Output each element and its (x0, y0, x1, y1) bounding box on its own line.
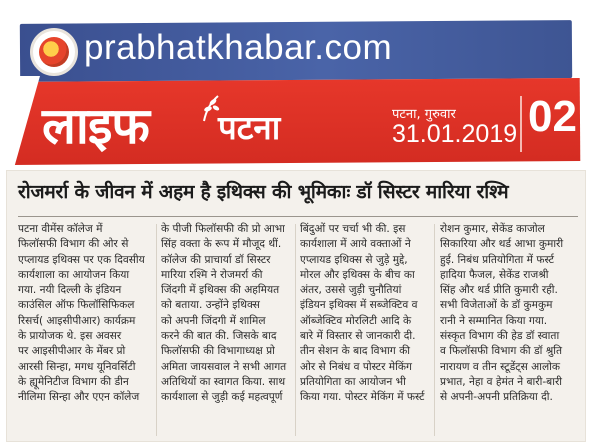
column-divider (156, 224, 157, 436)
text-line: अंतर, उससे जुड़ी चुनौतियां (300, 284, 402, 297)
text-line: के प्रायोजक थे. इस अवसर (18, 330, 122, 343)
text-line: से अपनी-अपनी प्रतिक्रिया दी. (440, 391, 553, 404)
text-line: आरसी सिन्हा, मगध यूनिवर्सिटी (18, 360, 136, 373)
text-line: कॉलेज की प्राचार्या डॉ सिस्टर (161, 253, 271, 266)
text-line: एप्लायड इथिक्स पर एक दिवसीय (18, 253, 145, 266)
text-line: बिंदुओं पर चर्चा भी की. इस (300, 223, 406, 235)
text-line: कार्यशाला का आयोजन किया (18, 268, 130, 281)
text-line: करने की बात की. जिसके बाद (161, 330, 277, 343)
text-line: फिलॉसफी की विभागाध्यक्ष प्रो (161, 345, 275, 358)
section-title: लाइफ (42, 96, 149, 155)
text-line: के ह्यूमेनिटीज विभाग की डीन (18, 375, 129, 388)
text-line: बारे में विस्तार से जानकारी दी. (300, 330, 416, 343)
text-line: फिलॉसफी विभाग की ओर से (18, 238, 129, 251)
page-number: 02 (528, 92, 577, 141)
article-column-1 (18, 222, 152, 406)
text-line: अमिता जायसवाल ने सभी आगत (161, 360, 287, 373)
dateline-date: 31.01.2019 (392, 120, 518, 148)
text-line: को बताया. उन्होंने इथिक्स (161, 299, 260, 312)
text-line: प्रतियोगिता का आयोजन भी (300, 375, 406, 388)
text-line: अतिथियों का स्वागत किया. साथ (161, 375, 286, 388)
text-line: मारिया रश्मि ने रोजमर्रा की (161, 268, 263, 281)
text-line: पर आइसीपीआर के मेंबर प्रो (18, 345, 126, 358)
section-subtitle: पटना (218, 108, 281, 147)
text-line: एप्लायड इथिक्स से जुड़े मुद्दे, (300, 253, 408, 266)
column-divider (434, 224, 435, 436)
text-line: कार्यशाला से जुड़ी कई महत्वपूर्ण (161, 391, 283, 404)
article-column-4 (440, 222, 574, 406)
text-line: रोशन कुमार, सेकेंड काजोल (440, 223, 545, 235)
text-line: गया. नयी दिल्ली के इंडियन (18, 284, 122, 297)
text-line: जिंदगी में इथिक्स की अहमियत (161, 284, 280, 297)
text-line: रिसर्च( आइसीपीआर) कार्यक्रम (18, 314, 136, 327)
text-line: को अपनी जिंदगी में शामिल (161, 314, 266, 327)
article-headline: रोजमर्रा के जीवन में अहम है इथिक्स की भूमिकाः डॉ सिस्टर मारिया रश्मि (18, 181, 509, 203)
text-line: मोरल और इथिक्स के बीच का (300, 268, 415, 281)
text-line: नीलिमा सिन्हा और एएन कॉलेज (18, 391, 140, 404)
text-line: सिकारिया और थर्ड आभा कुमारी (440, 238, 564, 251)
text-line: पटना वीमेंस कॉलेज में (18, 223, 103, 235)
article-column-2 (161, 222, 295, 406)
text-line: कार्यशाला में आये वक्ताओं ने (300, 238, 411, 251)
band-divider (520, 96, 522, 152)
text-line: सिंह और थर्ड प्रीति कुमारी रही. (440, 284, 558, 297)
text-line: ऑब्जेक्टिव मोरलिटी आदि के (300, 314, 412, 327)
text-line: किया गया. पोस्टर मेकिंग में फर्स्ट (300, 391, 425, 404)
text-line: हुई. निबंध प्रतियोगिता में फर्स्ट (440, 253, 555, 266)
text-line: इंडियन इथिक्स में सब्जेक्टिव व (300, 299, 418, 312)
dateline-city-day: पटना, गुरुवार (392, 107, 456, 122)
text-line: प्रभात, नेहा व हेमंत ने बारी-बारी (440, 375, 563, 388)
headline-rule (18, 216, 578, 217)
column-divider (295, 224, 296, 436)
text-line: के पीजी फिलॉसफी की प्रो आभा (161, 223, 285, 235)
text-line: काउंसिल ऑफ फिलॉसिफिकल (18, 299, 135, 312)
text-line: ओर से निबंध व पोस्टर मेकिंग (300, 360, 412, 373)
prabhat-khabar-logo-icon (30, 28, 78, 76)
text-line: रानी ने सम्मानित किया गया. (440, 314, 548, 327)
text-line: हादिया फैजल, सेकेंड राजश्री (440, 268, 549, 281)
article-column-3 (300, 222, 434, 406)
brand-name: prabhatkhabar.com (84, 28, 393, 67)
text-line: तीन सेशन के बाद विभाग की (300, 345, 410, 358)
text-line: नारायण व तीन स्टूडेंट्स आलोक (440, 360, 561, 373)
text-line: सभी विजेताओं के डॉ कुमकुम (440, 299, 553, 312)
text-line: सिंह वक्ता के रूप में मौजूद थीं. (161, 238, 282, 251)
text-line: व फिलॉसफी विभाग की डॉ श्रुति (440, 345, 563, 358)
text-line: संस्कृत विभाग की हेड डॉ स्वाता (440, 330, 560, 343)
